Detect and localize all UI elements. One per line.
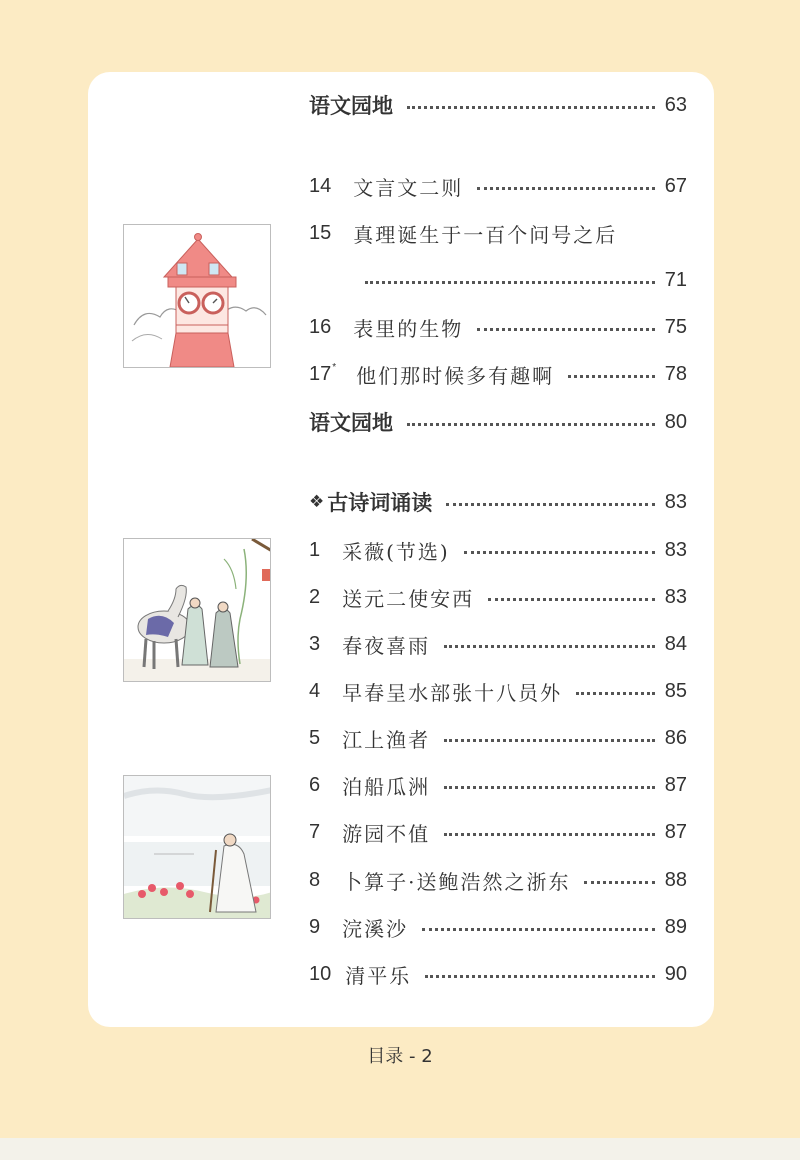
page-number: 90 — [664, 962, 687, 985]
entry-title: 送元二使安西 — [342, 586, 475, 611]
entry-title: 卜算子·送鲍浩然之浙东 — [342, 869, 571, 894]
lesson-number: 15 — [309, 221, 332, 244]
page-number: 86 — [664, 726, 687, 749]
page-number: 83 — [664, 538, 687, 561]
entry-title: 早春呈水部张十八员外 — [342, 680, 563, 705]
poem-number: 1 — [309, 538, 321, 561]
page-number: 67 — [664, 174, 687, 197]
toc-entry[interactable] — [309, 863, 687, 897]
leader-dots — [568, 375, 655, 378]
page-number: 85 — [664, 679, 687, 702]
poem-number: 6 — [309, 773, 321, 796]
lesson-number-text: 17 — [309, 363, 332, 385]
leader-dots — [444, 739, 655, 742]
entry-title: 语文园地 — [309, 94, 393, 118]
toc-entry[interactable] — [309, 910, 687, 944]
page-number: 75 — [664, 315, 687, 338]
page-number: 88 — [664, 868, 687, 891]
page-footer: 目录 - 2 — [367, 1046, 433, 1067]
leader-dots — [464, 551, 655, 554]
lesson-number: 16 — [309, 315, 332, 338]
leader-dots — [446, 503, 655, 506]
leader-dots — [425, 975, 655, 978]
leader-dots — [444, 833, 655, 836]
toc-entry[interactable] — [309, 627, 687, 661]
page-number: 83 — [664, 490, 687, 513]
entry-title: 表里的生物 — [353, 316, 464, 341]
leader-dots — [477, 187, 655, 190]
lesson-number: 14 — [309, 174, 332, 197]
toc-entry[interactable] — [309, 768, 687, 802]
leader-dots — [422, 928, 655, 931]
poem-number: 10 — [309, 962, 332, 985]
page-number: 71 — [664, 268, 687, 291]
leader-dots — [584, 881, 654, 884]
page-number: 87 — [664, 773, 687, 796]
leader-dots — [365, 281, 655, 284]
poem-number: 2 — [309, 585, 321, 608]
toc-entry[interactable] — [309, 405, 687, 439]
page-number: 87 — [664, 820, 687, 843]
leader-dots — [477, 328, 655, 331]
poem-number: 3 — [309, 632, 321, 655]
toc-entry[interactable] — [309, 169, 687, 203]
toc-entry[interactable] — [309, 216, 687, 250]
page-number: 78 — [664, 362, 687, 385]
entry-title: 清平乐 — [345, 963, 412, 988]
poem-number: 5 — [309, 726, 321, 749]
entry-title: 采薇(节选) — [342, 539, 450, 564]
entry-title: 江上渔者 — [342, 727, 431, 752]
toc-entry-continuation[interactable] — [309, 263, 687, 297]
page-number: 89 — [664, 915, 687, 938]
toc-entry[interactable] — [309, 674, 687, 708]
toc-entry[interactable] — [309, 357, 687, 391]
toc-entry[interactable] — [309, 310, 687, 344]
entry-title: 古诗词诵读 — [327, 491, 433, 515]
toc-entry[interactable] — [309, 721, 687, 755]
scholar-by-river-illustration — [123, 775, 271, 919]
entry-title: 浣溪沙 — [342, 916, 409, 941]
poem-number: 7 — [309, 820, 321, 843]
page-number: 84 — [664, 632, 687, 655]
page-number: 83 — [664, 585, 687, 608]
toc-entry[interactable] — [309, 957, 687, 991]
toc-entry[interactable] — [309, 815, 687, 849]
leader-dots — [488, 598, 655, 601]
entry-title: 文言文二则 — [353, 175, 464, 200]
page-number: 63 — [664, 93, 687, 116]
poem-number: 8 — [309, 868, 321, 891]
entry-title: 他们那时候多有趣啊 — [356, 363, 555, 388]
entry-title: 真理诞生于一百个问号之后 — [353, 222, 618, 247]
leader-dots — [444, 645, 655, 648]
leader-dots — [444, 786, 655, 789]
toc-entry[interactable] — [309, 533, 687, 567]
toc-entry[interactable] — [309, 580, 687, 614]
entry-title: 春夜喜雨 — [342, 633, 431, 658]
clock-tower-illustration — [123, 224, 271, 368]
leader-dots — [407, 106, 655, 109]
entry-title: 泊船瓜洲 — [342, 774, 431, 799]
entry-title: 语文园地 — [309, 411, 393, 435]
bottom-strip — [0, 1138, 800, 1160]
toc-entry[interactable] — [309, 485, 687, 519]
entry-title: 游园不值 — [342, 821, 431, 846]
leader-dots — [407, 423, 655, 426]
page-number: 80 — [664, 410, 687, 433]
optional-marker: * — [332, 362, 337, 373]
poem-number: 4 — [309, 679, 321, 702]
toc-entry[interactable] — [309, 88, 687, 122]
lesson-number — [309, 362, 336, 386]
diamond-icon: ❖ — [309, 492, 325, 512]
poem-number: 9 — [309, 915, 321, 938]
horse-and-travelers-illustration — [123, 538, 271, 682]
leader-dots — [576, 692, 655, 695]
